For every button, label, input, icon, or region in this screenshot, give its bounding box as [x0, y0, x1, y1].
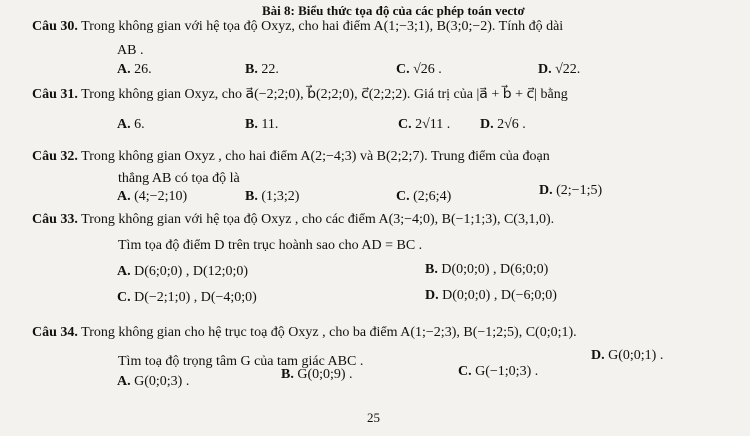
question-30-text-cont: AB .	[117, 43, 144, 58]
question-33	[32, 212, 554, 228]
q30-option-b: B. 22.	[245, 62, 279, 77]
question-32	[32, 149, 550, 165]
question-31	[32, 87, 568, 103]
q34-option-d: D. G(0;0;1) .	[591, 348, 664, 363]
q34-option-a: A. G(0;0;3) .	[117, 374, 190, 389]
q34-option-b: B. G(0;0;9) .	[281, 367, 353, 382]
q30-option-d: D. √22.	[538, 62, 581, 77]
question-33-text: Trong không gian với hệ tọa độ Oxyz , cho các điểm A(3;−4;0), B(−1;1;3), C(3,1,0).	[81, 212, 555, 227]
question-30-text: Trong không gian với hệ tọa độ Oxyz, cho hai điểm A(1;−3;1), B(3;0;−2). Tính độ dài	[81, 19, 564, 34]
q33-option-b: B. D(0;0;0) , D(6;0;0)	[425, 262, 549, 277]
q30-option-c: C. √26 .	[396, 62, 442, 77]
q31-option-d: D. 2√6 .	[480, 117, 526, 132]
page-number: 25	[367, 410, 380, 425]
question-33-label: Câu 33.	[32, 212, 78, 227]
question-34-label: Câu 34.	[32, 325, 78, 340]
question-30	[32, 19, 563, 35]
question-30-label: Câu 30.	[32, 19, 78, 34]
question-34-text: Trong không gian cho hệ trục toạ độ Oxyz , cho ba điểm A(1;−2;3), B(−1;2;5), C(0;0;1).	[81, 325, 577, 340]
q32-option-c: C. (2;6;4)	[396, 189, 452, 204]
question-34-text-cont: Tìm toạ độ trọng tâm G của tam giác ABC .	[118, 354, 364, 369]
q32-option-d: D. (2;−1;5)	[539, 183, 603, 198]
q30-option-a: A. 26.	[117, 62, 152, 77]
q31-option-a: A. 6.	[117, 117, 145, 132]
q31-option-b: B. 11.	[245, 117, 279, 132]
q33-option-c: C. D(−2;1;0) , D(−4;0;0)	[117, 290, 257, 305]
page-title: Bài 8: Biểu thức tọa độ của các phép toán vectơ	[262, 3, 525, 18]
question-31-label: Câu 31.	[32, 87, 78, 102]
q34-option-c: C. G(−1;0;3) .	[458, 364, 539, 379]
q31-option-c: C. 2√11 .	[398, 117, 451, 132]
question-32-text-cont: thẳng AB có tọa độ là	[118, 171, 240, 186]
question-31-text: Trong không gian Oxyz, cho a⃗(−2;2;0), b⃗(2;2;0), c⃗(2;2;2). Giá trị của |a⃗ + b⃗ + c⃗| bằng	[81, 87, 568, 102]
question-32-label: Câu 32.	[32, 149, 78, 164]
question-32-text: Trong không gian Oxyz , cho hai điểm A(2;−4;3) và B(2;2;7). Trung điểm của đoạn	[81, 149, 550, 164]
q33-option-d: D. D(0;0;0) , D(−6;0;0)	[425, 288, 557, 303]
q32-option-a: A. (4;−2;10)	[117, 189, 188, 204]
q33-option-a: A. D(6;0;0) , D(12;0;0)	[117, 264, 249, 279]
question-34	[32, 325, 577, 341]
question-33-text-cont: Tìm tọa độ điểm D trên trục hoành sao cho AD = BC .	[118, 238, 423, 253]
q32-option-b: B. (1;3;2)	[245, 189, 300, 204]
